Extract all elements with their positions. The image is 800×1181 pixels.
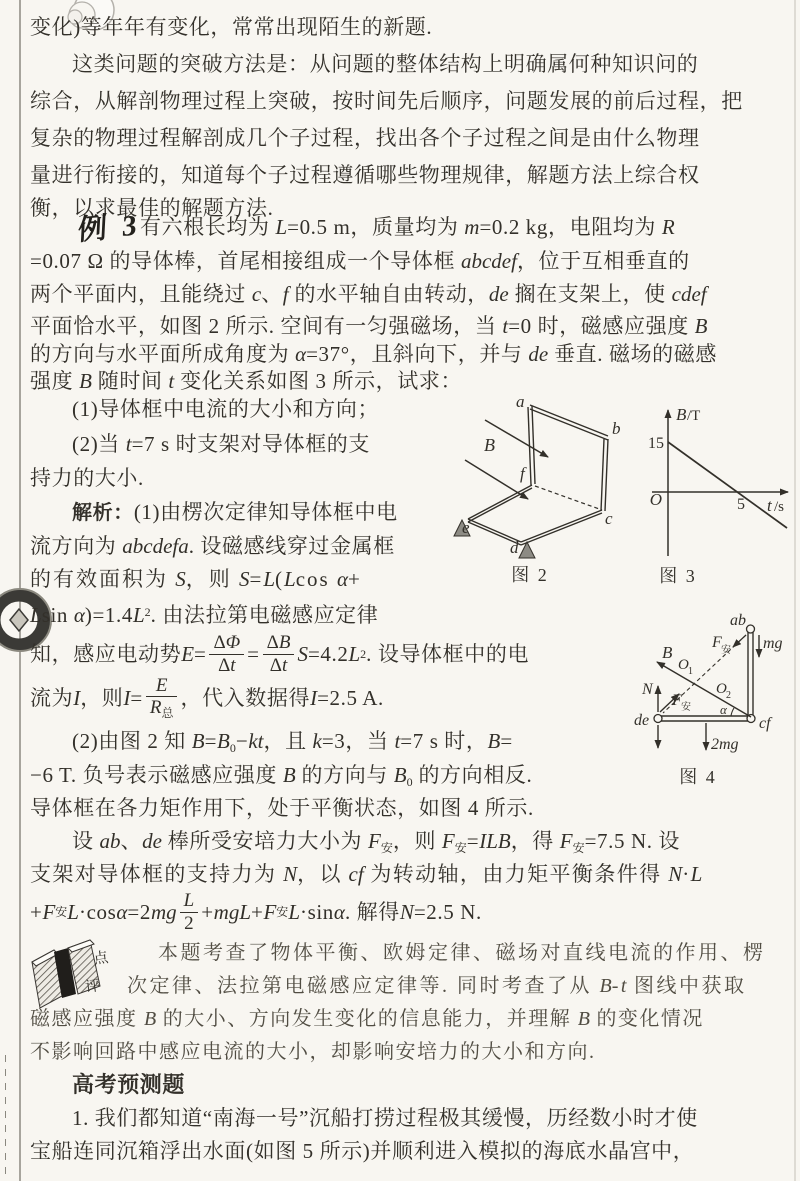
- solution-line: 流方向为 abcdefa. 设磁感线穿过金属框: [30, 534, 395, 558]
- example-line: 的方向与水平面所成角度为 α=37°，且斜向下，并与 de 垂直. 磁场的磁感: [30, 342, 717, 366]
- intro-line: 复杂的物理过程解剖成几个子过程，找出各个子过程之间是由什么物理: [30, 126, 700, 150]
- fig4-label-de: de: [634, 712, 650, 729]
- prediction-line: 宝船连同沉箱浮出水面(如图 5 所示)并顺利进入模拟的海底水晶宫中，: [30, 1139, 695, 1163]
- comment-line: 本题考查了物体平衡、欧姆定律、磁场对直线电流的作用、楞: [158, 942, 766, 964]
- fig2-label-B: B: [484, 435, 495, 455]
- fan-arrow-top: [733, 635, 746, 647]
- x-axis-label-var: t: [767, 496, 772, 515]
- solution-line: 支架对导体框的支持力为 N，以 cf 为转动轴，由力矩平衡条件得 N·L: [30, 862, 703, 886]
- bar-ab: [530, 405, 608, 436]
- fig2-label-b: b: [612, 419, 621, 438]
- comment-line: 不影响回路中感应电流的大小，却影响安培力的大小和方向.: [30, 1041, 596, 1063]
- fig2-label-f: f: [520, 464, 525, 483]
- fig4-label-B: B: [662, 643, 673, 662]
- fig4-label-O2-sub: 2: [726, 690, 731, 701]
- y-tick-15: 15: [648, 435, 664, 452]
- fig4-label-cf: cf: [759, 715, 771, 732]
- x-axis-label-unit: /s: [774, 499, 785, 515]
- fig4-label-mg: mg: [763, 635, 783, 652]
- intro-line: 综合，从解剖物理过程上突破，按时间先后顺序，问题发展的前后过程，把: [30, 89, 743, 113]
- hidden-edge-fc: [535, 486, 602, 510]
- comment-line: 次定律、法拉第电磁感应定律等. 同时考查了从 B-t 图线中获取: [127, 975, 747, 997]
- intro-line: 这类问题的突破方法是：从问题的整体结构上明确属何种知识问的: [72, 52, 699, 76]
- pivot-de: [654, 715, 662, 723]
- fig4-label-fan-top-sub: 安: [721, 645, 731, 656]
- fig4-label-fan-de-sub: 安: [681, 702, 691, 713]
- solution-line: 的有效面积为 S，则 S=L(Lcos α+: [30, 567, 362, 591]
- solution-line: Lsin $\alpha)=1.4L^2$. 由法拉第电磁感应定律: [30, 603, 379, 627]
- fig4-label-O1: O: [678, 657, 689, 673]
- prediction-line: 1. 我们都知道“南海一号”沉船打捞过程极其缓慢，历经数小时才使: [72, 1106, 698, 1130]
- solution-line: −6 T. 负号表示磁感应强度 B 的方向与 $B_0$ 的方向相反.: [30, 763, 533, 789]
- pivot-ab: [747, 625, 755, 633]
- solution-line: 流为 I ，则 I = $\frac{E}{R_总}$ ，代入数据得 I =2.5 A.: [30, 675, 384, 721]
- page-edge-dashes: [5, 1055, 6, 1181]
- figure-3-bt-graph: [640, 396, 800, 591]
- fig4-label-2mg: 2mg: [711, 736, 739, 753]
- example-line: 强度 B 随时间 t 变化关系如图 3 所示，试求：: [30, 369, 463, 393]
- example-line: 平面恰水平，如图 2 所示. 空间有一匀强磁场，当 t=0 时，磁感应强度 B: [30, 314, 708, 338]
- solution-line: 知，感应电动势 E = $\frac{\Delta\Phi}{\Delta t}$ = $\frac{\Delta B}{\Delta t}$ S =4.2 L 2 . 设导体框中的电: [30, 632, 530, 676]
- y-axis-label-var: B: [676, 405, 687, 424]
- bar-fe: [468, 485, 532, 519]
- fig2-caption: 图 2: [511, 565, 549, 585]
- fig4-label-O2: O: [716, 681, 727, 697]
- solution-line: 导体框在各力矩作用下，处于平衡状态，如图 4 所示.: [30, 796, 534, 820]
- example-line: =0.07 Ω 的导体棒，首尾相接组成一个导体框 abcdef，位于互相垂直的: [30, 249, 690, 273]
- fig4-label-ab: ab: [730, 612, 746, 629]
- example-3-label: 例 3: [77, 209, 142, 247]
- data-line: [668, 442, 787, 528]
- intro-line: 衡，以求最佳的解题方法.: [30, 196, 274, 220]
- intro-line: 变化)等年年有变化，常常出现陌生的新题.: [30, 15, 433, 39]
- solution-line: 设 ab、de 棒所受安培力大小为 $F_安$，则 $F_安=ILB$，得 $F_安=7.5$ N. 设: [72, 829, 681, 855]
- field-arrow: [465, 460, 528, 499]
- y-axis-label-unit: /T: [687, 408, 701, 424]
- question-line: 持力的大小.: [30, 466, 144, 490]
- bar-bc: [601, 439, 604, 511]
- fig4-label-N: N: [642, 681, 653, 698]
- solution-line: (2)由图 2 知 $B=B_0-kt$，且 k=3，当 t=7 s 时，B=: [72, 729, 513, 755]
- fig4-label-O1-sub: 1: [688, 666, 693, 677]
- example-line: 有六根长均为 L=0.5 m，质量均为 m=0.2 kg，电阻均为 R: [140, 215, 675, 239]
- solution-line: 解析：(1)由楞次定律知导体框中电: [72, 500, 398, 524]
- fig2-label-c: c: [605, 509, 613, 528]
- fig2-label-a: a: [516, 393, 525, 411]
- fig2-label-d: d: [510, 538, 519, 557]
- question-line: (1)导体框中电流的大小和方向；: [72, 397, 380, 421]
- solution-line: + F 安 L ·cos α =2 mg $\frac{L}{2}$ + mgL + F 安 L ·sin α . 解得 N =2.5 N.: [30, 890, 482, 934]
- comment-line: 磁感应强度 B 的大小、方向发生变化的信息能力，并理解 B 的变化情况: [30, 1008, 704, 1030]
- fig4-label-alpha: α: [720, 702, 727, 717]
- prediction-heading: 高考预测题: [72, 1072, 186, 1097]
- intro-line: 量进行衔接的，知道每个子过程遵循哪些物理规律，解题方法上综合权: [30, 163, 700, 187]
- fig4-caption: 图 4: [679, 767, 717, 787]
- x-tick-5: 5: [737, 496, 745, 513]
- question-line: (2)当 t=7 s 时支架对导体框的支: [72, 432, 371, 456]
- comment-marker-char-ping: 评: [84, 978, 102, 996]
- bar-dc: [521, 510, 602, 542]
- figure-2-conductor-frame: [440, 393, 645, 593]
- fig3-caption: 图 3: [659, 566, 697, 586]
- fig2-label-e: e: [462, 518, 470, 537]
- fig4-label-fan-top: F: [712, 634, 722, 651]
- comment-marker-char-dian: 点: [92, 950, 110, 968]
- fig4-label-fan-de: F: [672, 692, 682, 709]
- example-line: 两个平面内，且能绕过 c、f 的水平轴自由转动，de 搁在支架上，使 cdef: [30, 282, 707, 306]
- alpha-arc: [731, 708, 734, 716]
- origin-label: O: [649, 490, 662, 509]
- figure-4-force-diagram: [622, 601, 800, 791]
